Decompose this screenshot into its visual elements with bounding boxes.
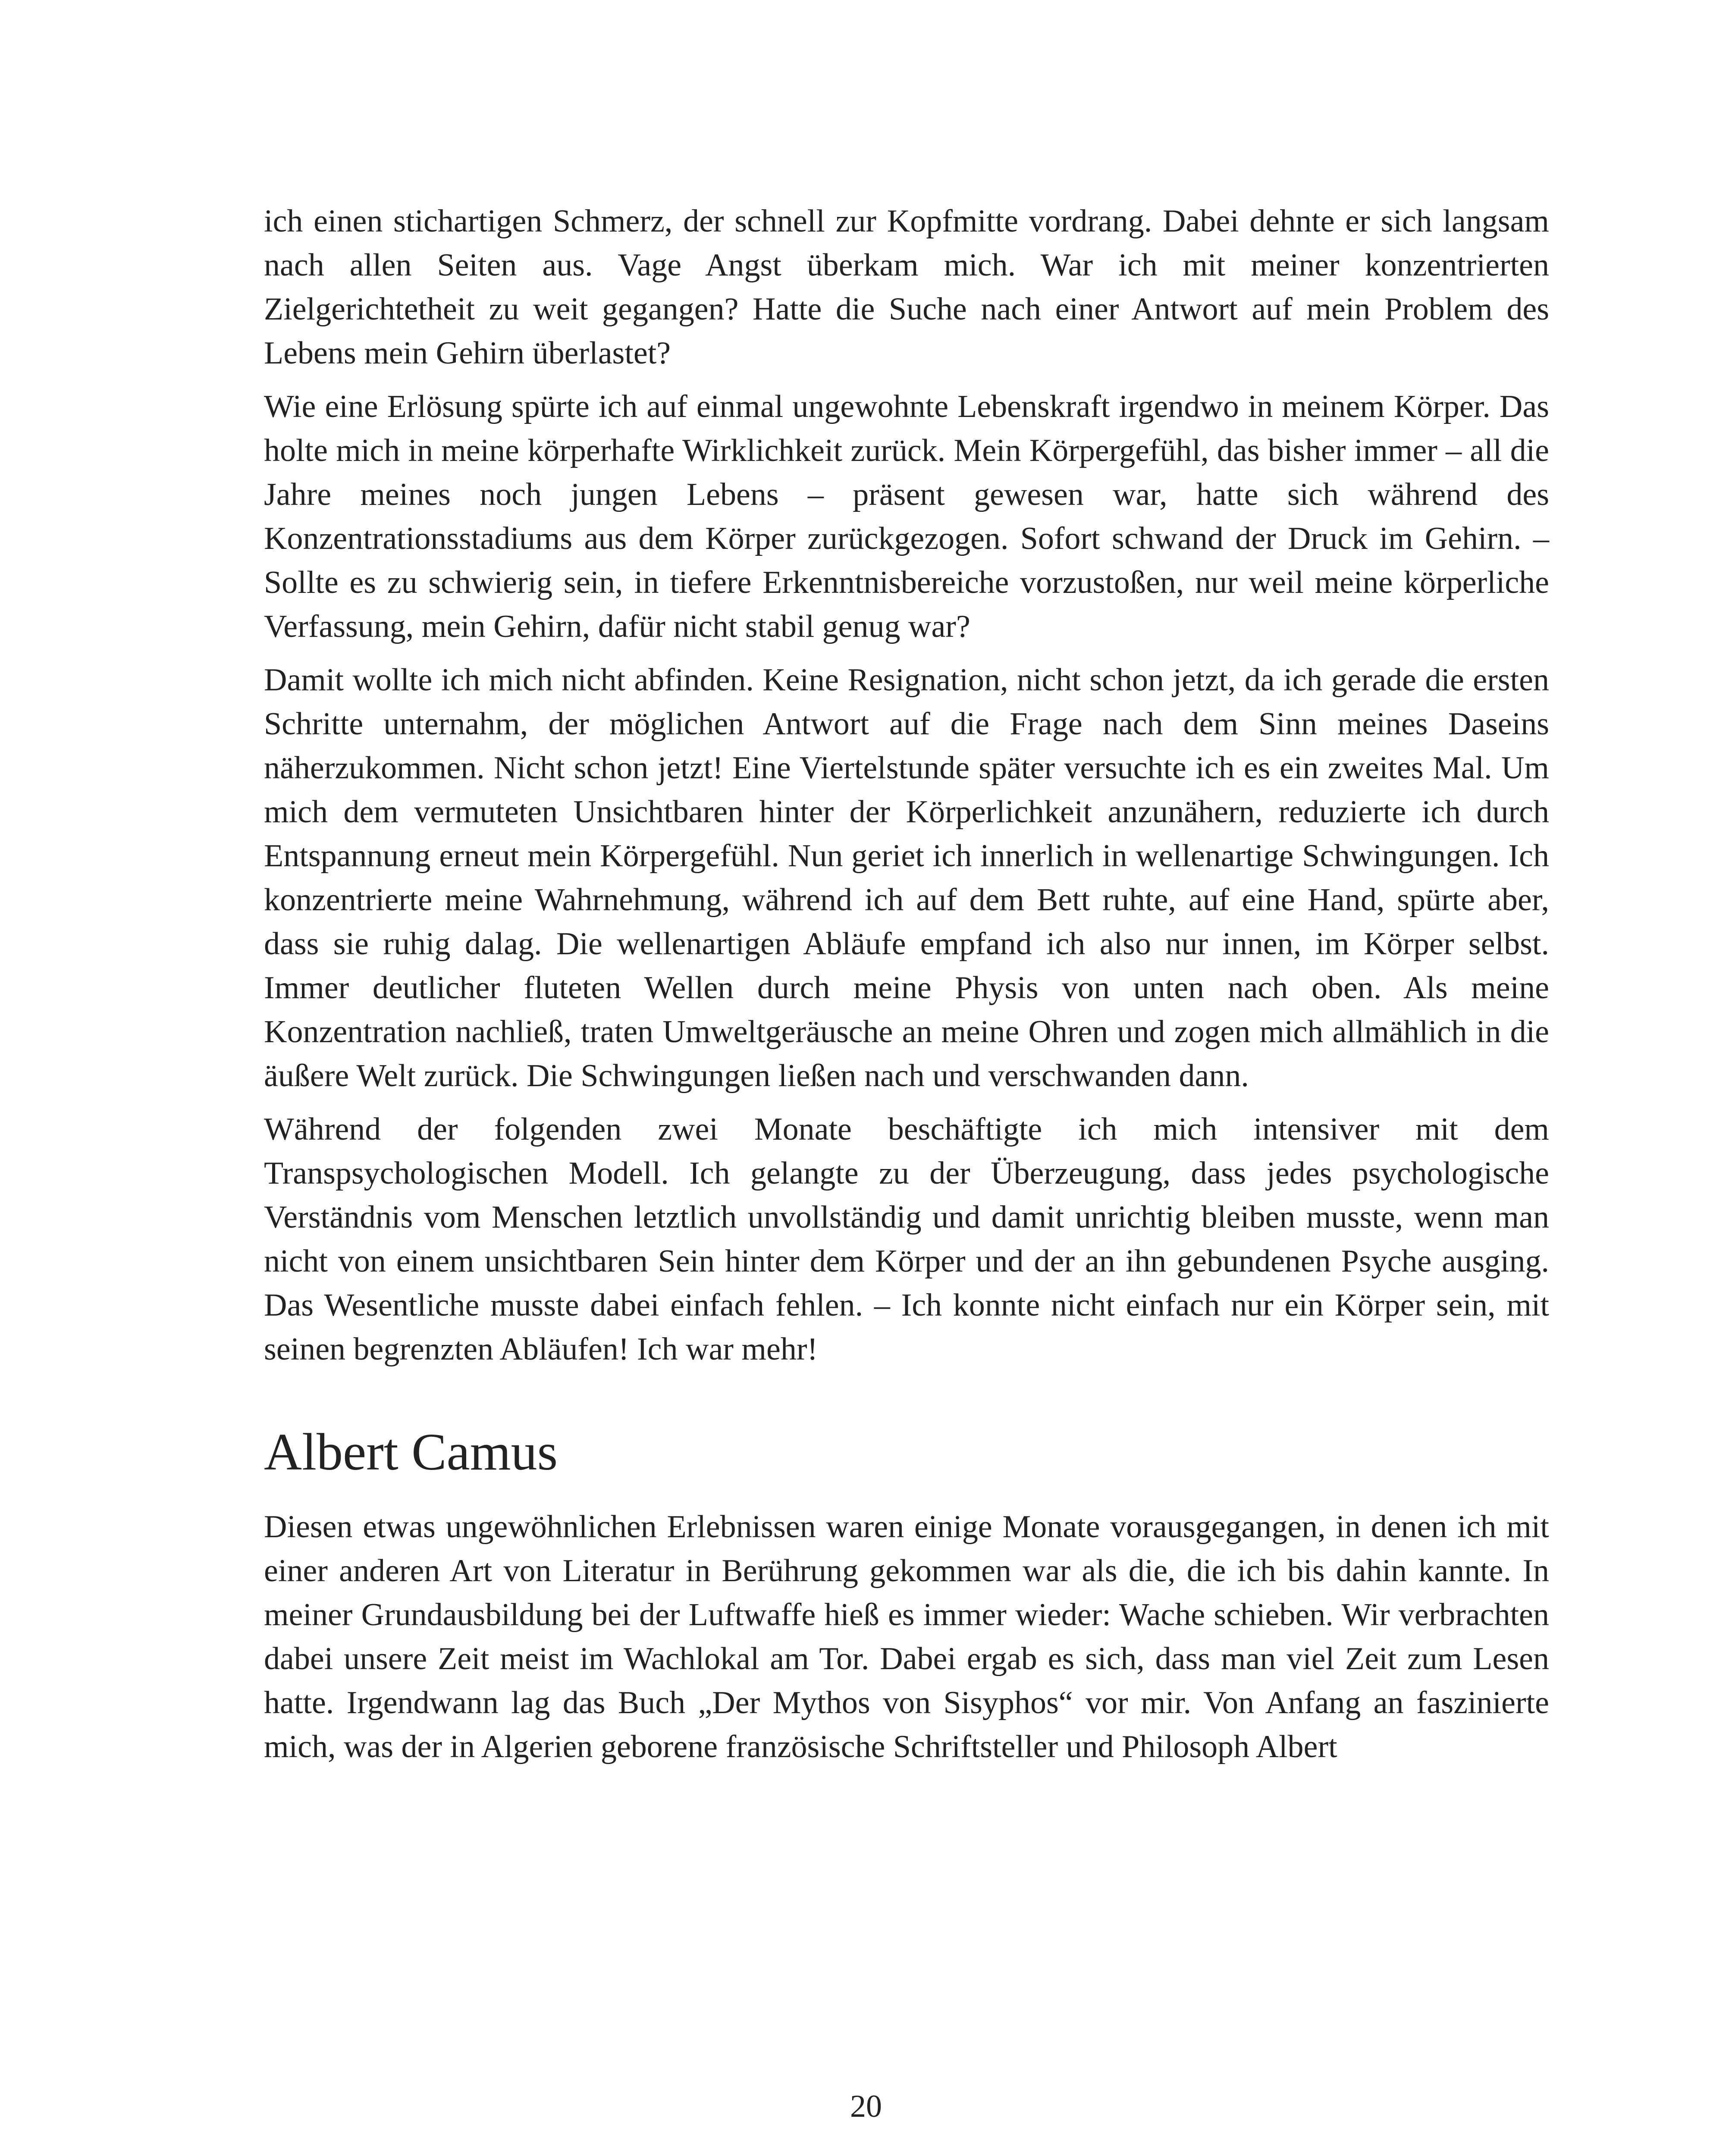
paragraph: Diesen etwas ungewöhnlichen Erlebnissen waren einige Monate vorausgegangen, in denen ich mit einer anderen Art von Literatur in Berührung gekommen war als die, die ich bis dahin kannte. In meiner Grundausbildung bei der Luftwaffe hieß es immer wieder: Wache schieben. Wir verbrachten dabei unsere Zeit meist im Wachlokal am Tor. Dabei ergab es sich, dass man viel Zeit zum Lesen hatte. Irgendwann lag das Buch „Der Mythos von Sisyphos“ vor mir. Von Anfang an faszinierte mich, was der in Algerien geborene französische Schriftsteller und Philosoph Albert	[264, 1509, 1549, 1764]
paragraph: Wie eine Erlösung spürte ich auf einmal ungewohnte Lebenskraft irgendwo in meinem Körper. Das holte mich in meine körperhafte Wirklichkeit zurück. Mein Körpergefühl, das bisher immer – all die Jahre meines noch jungen Lebens – präsent gewesen war, hatte sich während des Konzentrationsstadiums aus dem Körper zurückgezogen. Sofort schwand der Druck im Gehirn. – Sollte es zu schwierig sein, in tiefere Erkenntnisbereiche vorzustoßen, nur weil meine körperliche Verfassung, mein Gehirn, dafür nicht stabil genug war?	[264, 389, 1549, 644]
paragraph: ich einen stichartigen Schmerz, der schnell zur Kopfmitte vordrang. Dabei dehnte er sich langsam nach allen Seiten aus. Vage Angst überkam mich. War ich mit meiner konzentrierten Zielgerichtetheit zu weit gegangen? Hatte die Suche nach einer Antwort auf mein Problem des Lebens mein Gehirn überlastet?	[264, 204, 1549, 371]
paragraph: Damit wollte ich mich nicht abfinden. Keine Resignation, nicht schon jetzt, da ich gerade die ersten Schritte unternahm, der möglichen Antwort auf die Frage nach dem Sinn meines Daseins näherzukommen. Nicht schon jetzt! Eine Viertelstunde später versuchte ich es ein zweites Mal. Um mich dem vermuteten Unsichtbaren hinter der Körperlichkeit anzunähern, reduzierte ich durch Entspannung erneut mein Körpergefühl. Nun geriet ich innerlich in wellenartige Schwingungen. Ich konzentrierte meine Wahrnehmung, während ich auf dem Bett ruhte, auf eine Hand, spürte aber, dass sie ruhig dalag. Die wellenartigen Abläufe empfand ich also nur innen, im Körper selbst. Immer deutlicher fluteten Wellen durch meine Physis von unten nach oben. Als meine Konzentration nachließ, traten Umweltgeräusche an meine Ohren und zogen mich allmählich in die äußere Welt zurück. Die Schwingungen ließen nach und verschwanden dann.	[264, 662, 1549, 1094]
page-number: 20	[850, 2089, 882, 2124]
section-heading: Albert Camus	[264, 1423, 558, 1481]
paragraph: Während der folgenden zwei Monate beschäftigte ich mich intensiver mit dem Transpsychologischen Modell. Ich gelangte zu der Überzeugung, dass jedes psychologische Verständnis vom Menschen letztlich unvollständig und damit unrichtig bleiben musste, wenn man nicht von einem unsichtbaren Sein hinter dem Körper und der an ihn gebundenen Psyche ausging. Das Wesentliche musste dabei einfach fehlen. – Ich konnte nicht einfach nur ein Körper sein, mit seinen begrenzten Abläufen! Ich war mehr!	[264, 1112, 1549, 1367]
body-text	[264, 199, 1549, 1778]
